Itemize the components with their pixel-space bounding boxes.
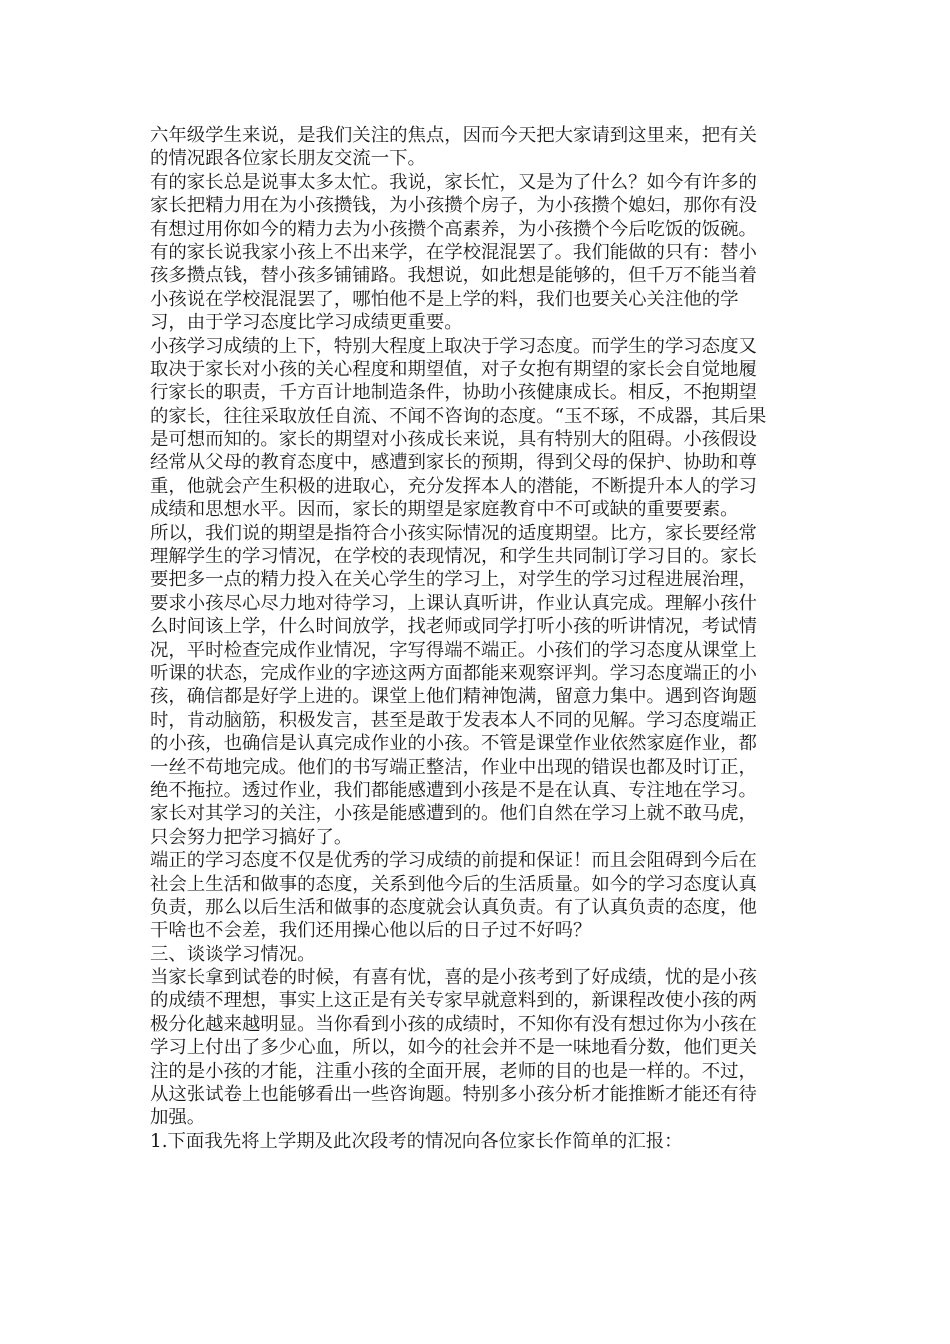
text-line: 习，由于学习态度比学习成绩更重要。 — [150, 312, 463, 334]
list-item: 1.下面我先将上学期及此次段考的情况向各位家长作简单的汇报： — [150, 1130, 683, 1152]
text-line: 听课的状态，完成作业的字迹这两方面都能来观察评判。学习态度端正的小 — [150, 662, 757, 684]
text-line: 一丝不苟地完成。他们的书写端正整洁，作业中出现的错误也都及时订正， — [150, 756, 757, 778]
text-line: 理解学生的学习情况，在学校的表现情况，和学生共同制订学习目的。家长 — [150, 546, 757, 568]
text-line: 学习上付出了多少心血，所以，如今的社会并不是一味地看分数，他们更关 — [150, 1037, 757, 1059]
text-line: 当家长拿到试卷的时候，有喜有忧，喜的是小孩考到了好成绩，忧的是小孩 — [150, 967, 757, 989]
text-line: 从这张试卷上也能够看出一些咨询题。特别多小孩分析才能推断才能还有待 — [150, 1084, 757, 1106]
text-line: 要求小孩尽心尽力地对待学习，上课认真听讲，作业认真完成。理解小孩什 — [150, 592, 757, 614]
text-line: 的小孩，也确信是认真完成作业的小孩。不管是课堂作业依然家庭作业，都 — [150, 733, 757, 755]
text-line: 的情况跟各位家长朋友交流一下。 — [150, 148, 426, 170]
text-line: 注的是小孩的才能，注重小孩的全面开展，老师的目的也是一样的。不过， — [150, 1060, 757, 1082]
text-line: 只会努力把学习搞好了。 — [150, 826, 353, 848]
text-line: 的家长，往往采取放任自流、不闻不咨询的态度。“玉不琢，不成器，其后果 — [150, 405, 767, 427]
text-line: 重，他就会产生积极的进取心，充分发挥本人的潜能，不断提升本人的学习 — [150, 475, 757, 497]
text-line: 绝不拖拉。透过作业，我们都能感遭到小孩是不是在认真、专注地在学习。 — [150, 779, 757, 801]
text-line: 加强。 — [150, 1107, 206, 1129]
text-line: 孩，确信都是好学上进的。课堂上他们精神饱满，留意力集中。遇到咨询题 — [150, 686, 757, 708]
text-line: 行家长的职责，千方百计地制造条件，协助小孩健康成长。相反，不抱期望 — [150, 382, 757, 404]
text-line: 要把多一点的精力投入在关心学生的学习上，对学生的学习过程进展治理， — [150, 569, 757, 591]
text-line: 干啥也不会差，我们还用操心他以后的日子过不好吗？ — [150, 920, 592, 942]
text-line: 小孩说在学校混混罢了，哪怕他不是上学的料，我们也要关心关注他的学 — [150, 288, 739, 310]
text-line: 经常从父母的教育态度中，感遭到家长的预期，得到父母的保护、协助和尊 — [150, 452, 757, 474]
text-line: 么时间该上学，什么时间放学，找老师或同学打听小孩的听讲情况，考试情 — [150, 616, 757, 638]
text-line: 家长对其学习的关注，小孩是能感遭到的。他们自然在学习上就不敢马虎， — [150, 803, 757, 825]
text-line: 有想过用你如今的精力去为小孩攒个高素养，为小孩攒个今后吃饭的饭碗。 — [150, 218, 757, 240]
text-line: 所以，我们说的期望是指符合小孩实际情况的适度期望。比方，家长要经常 — [150, 522, 757, 544]
text-line: 的成绩不理想，事实上这正是有关专家早就意料到的，新课程改使小孩的两 — [150, 990, 757, 1012]
text-line: 家长把精力用在为小孩攒钱，为小孩攒个房子，为小孩攒个媳妇，那你有没 — [150, 195, 757, 217]
text-line: 六年级学生来说，是我们关注的焦点，因而今天把大家请到这里来，把有关 — [150, 125, 757, 146]
text-line: 极分化越来越明显。当你看到小孩的成绩时，不知你有没有想过你为小孩在 — [150, 1013, 757, 1035]
text-line: 社会上生活和做事的态度，关系到他今后的生活质量。如今的学习态度认真 — [150, 873, 757, 895]
text-line: 孩多攒点钱，替小孩多铺铺路。我想说，如此想是能够的，但千万不能当着 — [150, 265, 757, 287]
text-line: 负责，那么以后生活和做事的态度就会认真负责。有了认真负责的态度，他 — [150, 896, 757, 918]
text-line: 有的家长说我家小孩上不出来学，在学校混混罢了。我们能做的只有：替小 — [150, 241, 757, 263]
text-line: 是可想而知的。家长的期望对小孩成长来说，具有特别大的阻碍。小孩假设 — [150, 429, 757, 451]
text-line: 端正的学习态度不仅是优秀的学习成绩的前提和保证！而且会阻碍到今后在 — [150, 850, 757, 872]
text-line: 况，平时检查完成作业情况，字写得端不端正。小孩们的学习态度从课堂上 — [150, 639, 757, 661]
section-heading: 三、谈谈学习情况。 — [150, 943, 316, 965]
text-line: 取决于家长对小孩的关心程度和期望值，对子女抱有期望的家长会自觉地履 — [150, 358, 757, 380]
text-line: 时，肯动脑筋，积极发言，甚至是敢于发表本人不同的见解。学习态度端正 — [150, 709, 757, 731]
text-line: 有的家长总是说事太多太忙。我说，家长忙，又是为了什么？如今有许多的 — [150, 171, 757, 193]
document-body — [150, 124, 792, 1153]
text-line: 成绩和思想水平。因而，家长的期望是家庭教育中不可或缺的重要要素。 — [150, 499, 739, 521]
text-line: 小孩学习成绩的上下，特别大程度上取决于学习态度。而学生的学习态度又 — [150, 335, 757, 357]
